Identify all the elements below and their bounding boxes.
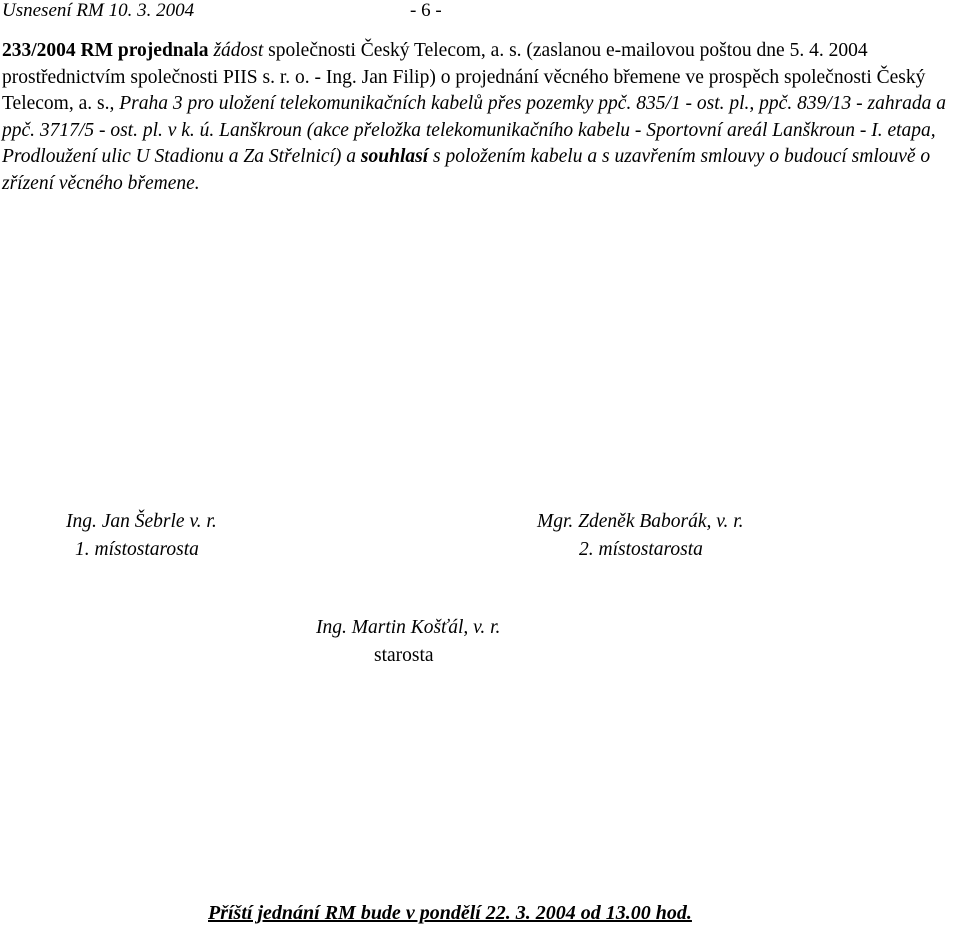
resolution-text-end: s položením kabelu a s uzavřením smlouvy o budoucí smlouvě o zřízení věcného břemene. xyxy=(2,146,931,194)
signature-center-role: starosta xyxy=(374,645,434,666)
resolution-number: 233/2004 RM projednala xyxy=(2,40,209,61)
resolution-text: společnosti Český Telecom, a. s. (zaslanou e-mailovou poštou dne 5. 4. 2004 prostřednictvím společnosti PIIS s. r. o. - Ing. Jan Filip) o projednání věcného břemene ve prospěch společnosti Český Telecom, a. s. xyxy=(2,40,926,114)
document-reference: Usnesení RM 10. 3. 2004 xyxy=(2,0,195,21)
resolution-text-italic: , Praha 3 pro uložení telekomunikačních kabelů přes pozemky ppč. 835/1 - ost. pl., ppč. 839/13 - zahrada a ppč. 3717/5 - ost. pl. v k. ú. Lanškroun (akce přeložka telekomunikačního kabelu - Sportovní areál Lanškroun - I. etapa, Prodloužení ulic U Stadionu a Za Střelnicí) a xyxy=(2,93,947,167)
next-meeting-note: Příští jednání RM bude v pondělí 22. 3. 2004 od 13.00 hod. xyxy=(208,902,692,924)
page-number: - 6 - xyxy=(410,0,442,21)
signature-left-name: Ing. Jan Šebrle v. r. xyxy=(66,511,217,532)
signature-center-name: Ing. Martin Košťál, v. r. xyxy=(316,617,501,638)
resolution-subject: žádost xyxy=(213,40,264,61)
signature-right-name: Mgr. Zdeněk Baborák, v. r. xyxy=(537,511,744,532)
resolution-decision: souhlasí xyxy=(360,146,429,167)
resolution-paragraph xyxy=(2,38,950,197)
signature-left-role: 1. místostarosta xyxy=(75,539,199,560)
signature-right-role: 2. místostarosta xyxy=(579,539,703,560)
